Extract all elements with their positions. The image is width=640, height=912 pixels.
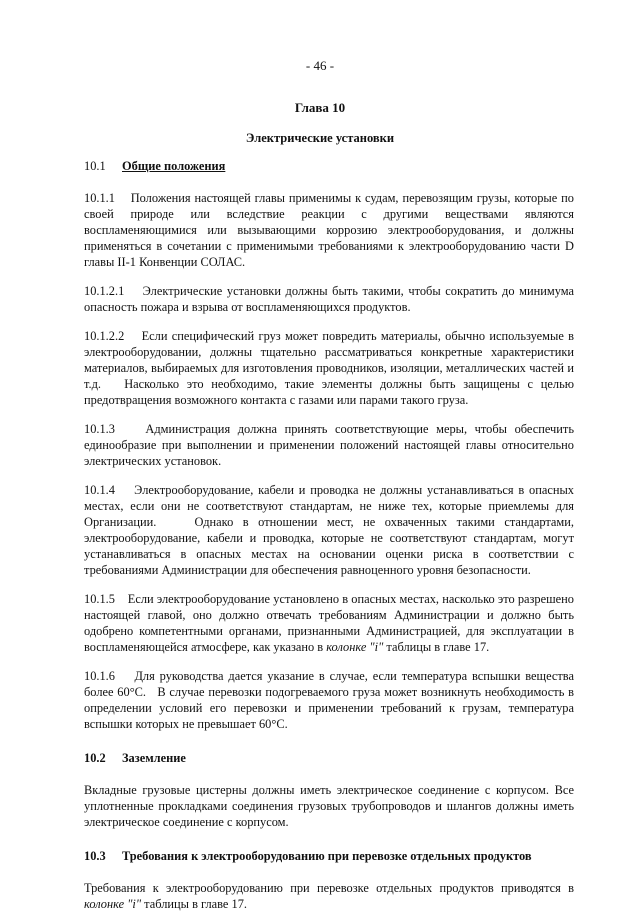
section-heading-10-3 (84, 848, 574, 864)
section-number: 10.2 (84, 751, 106, 765)
paragraph-text: Требования к электрооборудованию при перевозке отдельных продуктов приводятся в (84, 881, 574, 895)
paragraph-10-1-2-1: 10.1.2.1 Электрические установки должны быть такими, чтобы сократить до минимума опасность пожара и взрыва от воспламеняющихся продуктов. (84, 284, 574, 314)
paragraph-text: таблицы в главе 17. (383, 640, 490, 654)
page-number: - 46 - (305, 58, 335, 73)
section-number: 10.3 (84, 849, 106, 863)
paragraph-10-1-1: 10.1.1 Положения настоящей главы применимы к судам, перевозящим грузы, которые по своей природе или вследствие реакции с другими веществами являются воспламеняющимися или вызывающими коррозию электрооборудования, и должны применяться в сочетании с применимыми требованиями к электрооборудованию части D главы II-1 Конвенции СОЛАС. (84, 191, 574, 269)
paragraph-10-3 (84, 880, 574, 912)
chapter-title: Электрические установки (245, 131, 395, 145)
column-reference: колонке "i" (326, 640, 384, 654)
paragraph-10-1-6: 10.1.6 Для руководства дается указание в случае, если температура вспышки вещества более 60°С. В случае перевозки подогреваемого груза может возникнуть необходимость в определении условий его перевозки и применении требований к грузам, температура вспышки которых не превышает 60°С. (84, 669, 574, 731)
paragraph-10-2: Вкладные грузовые цистерны должны иметь электрическое соединение с корпусом. Все уплотненные прокладками соединения грузовых трубопроводов и шлангов должны иметь электрическое соединение с корпусом. (84, 783, 574, 829)
section-title: Общие положения (122, 159, 226, 173)
section-number: 10.1 (84, 159, 106, 173)
section-title: Заземление (122, 751, 186, 765)
section-heading-10-2 (84, 750, 574, 766)
paragraph-10-1-4: 10.1.4 Электрооборудование, кабели и проводка не должны устанавливаться в опасных местах, если они не соответствуют стандартам, не ниже тех, которые приемлемы для Организации. Однако в отношении мест, не охваченных такими стандартами, электрооборудование, кабели и проводка, которые не соответствуют стандартам, могут устанавливаться в опасных местах на основании оценки риска в соответствии с требованиями Администрации для обеспечения равноценного уровня безопасности. (84, 483, 574, 577)
section-title: Требования к электрооборудованию при перевозке отдельных продуктов (122, 849, 532, 863)
paragraph-10-1-3: 10.1.3 Администрация должна принять соответствующие меры, чтобы обеспечить единообразие при выполнении и применении положений настоящей главы относительно электрических установок. (84, 422, 574, 468)
paragraph-text: таблицы в главе 17. (141, 897, 248, 911)
paragraph-text: 10.1.5 Если электрооборудование установлено в опасных местах, насколько это разрешено настоящей главой, оно должно отвечать требованиям Администрации и должно быть одобрено компетентными органами, признанными Администрацией, для эксплуатации в воспламеняющейся атмосфере, как указано в (84, 592, 574, 654)
paragraph-10-1-5 (84, 591, 574, 655)
paragraph-10-1-2-2: 10.1.2.2 Если специфический груз может повредить материалы, обычно используемые в электрооборудовании, должны тщательно рассматриваться конкретные характеристики материалов, выбираемых для изготовления проводников, изоляции, металлических частей и т.д. Насколько это необходимо, такие элементы должны быть защищены с целью предотвращения возможного контакта с газами или парами такого груза. (84, 329, 574, 407)
section-heading-10-1 (84, 158, 574, 174)
document-body (84, 158, 574, 912)
chapter-heading: Глава 10 (294, 100, 346, 115)
column-reference: колонке "i" (84, 897, 142, 911)
